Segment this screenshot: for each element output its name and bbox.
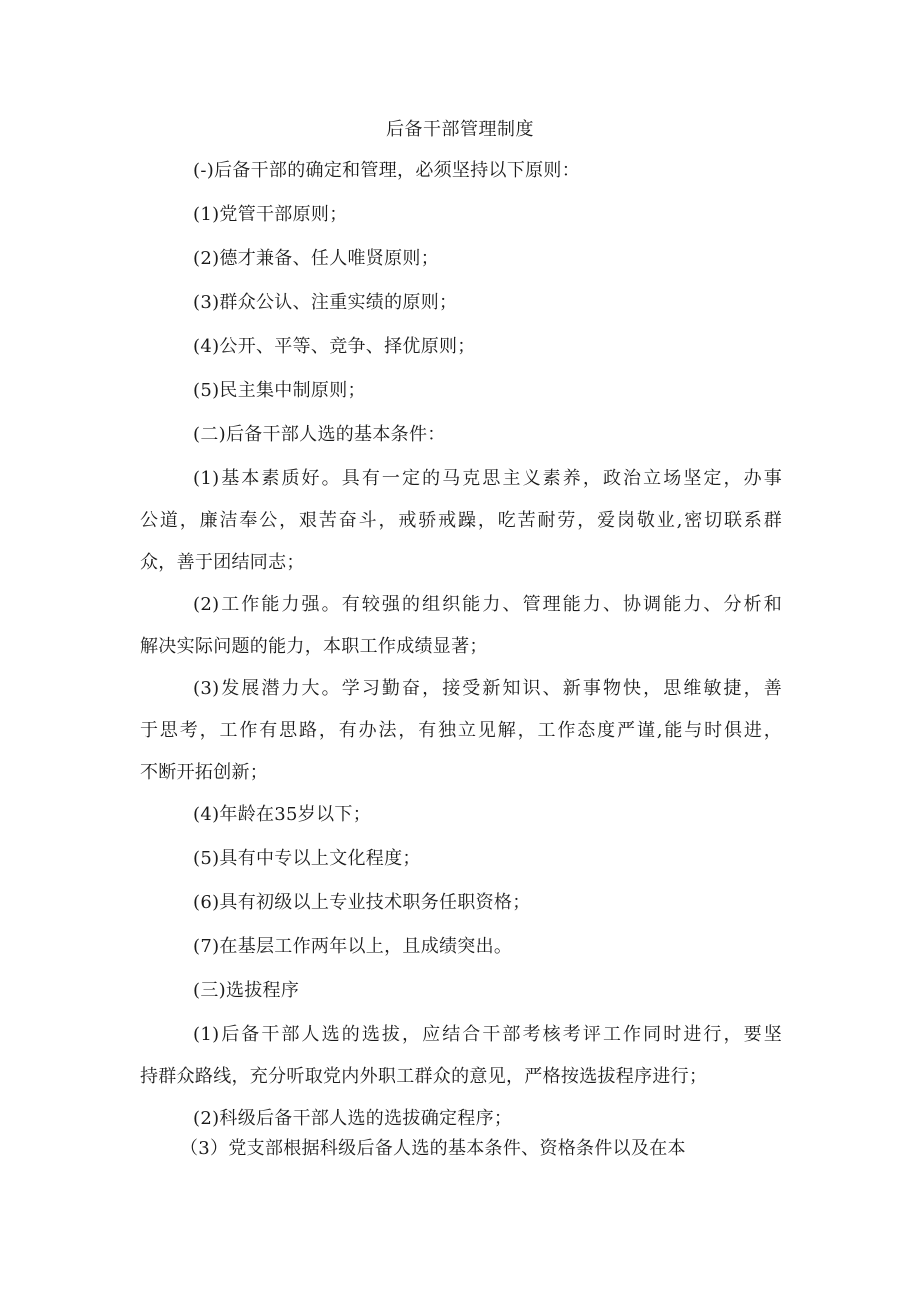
- section-heading-1: (-)后备干部的确定和管理，必须坚持以下原则：: [193, 160, 581, 181]
- paragraph-line: （3）党支部根据科级后备人选的基本条件、资格条件以及在本: [180, 1138, 686, 1159]
- paragraph-line: (2)工作能力强。有较强的组织能力、管理能力、协调能力、分析和: [193, 594, 782, 615]
- paragraph-line: 众，善于团结同志；: [140, 552, 305, 573]
- paragraph-line: 不断开拓创新；: [140, 762, 269, 783]
- list-item: (6)具有初级以上专业技术职务任职资格；: [193, 892, 531, 913]
- list-item: (7)在基层工作两年以上，且成绩突出。: [193, 936, 513, 957]
- list-item: (4)公开、平等、竞争、择优原则；: [193, 336, 476, 357]
- list-item: (2)德才兼备、任人唯贤原则；: [193, 248, 439, 269]
- list-item: (5)民主集中制原则；: [193, 380, 366, 401]
- paragraph-line: 持群众路线，充分听取党内外职工群众的意见，严格按选拔程序进行；: [140, 1066, 708, 1087]
- list-item: (5)具有中专以上文化程度；: [193, 848, 421, 869]
- paragraph-line: (1)基本素质好。具有一定的马克思主义素养，政治立场坚定，办事: [193, 468, 782, 489]
- list-item: (3)群众公认、注重实绩的原则；: [193, 292, 458, 313]
- paragraph-line: (1)后备干部人选的选拔，应结合干部考核考评工作同时进行，要坚: [193, 1024, 782, 1045]
- list-item: (2)科级后备干部人选的选拔确定程序；: [193, 1108, 513, 1129]
- paragraph-line: (3)发展潜力大。学习勤奋，接受新知识、新事物快，思维敏捷，善: [193, 678, 782, 699]
- section-heading-2: (二)后备干部人选的基本条件：: [193, 424, 446, 445]
- list-item: (4)年龄在35岁以下；: [193, 804, 372, 825]
- paragraph-line: 于思考，工作有思路，有办法，有独立见解，工作态度严谨,能与时俱进，: [140, 720, 782, 741]
- section-heading-3: (三)选拔程序: [193, 980, 300, 1001]
- paragraph-line: 公道，廉洁奉公，艰苦奋斗，戒骄戒躁，吃苦耐劳，爱岗敬业,密切联系群: [140, 510, 782, 531]
- list-item: (1)党管干部原则；: [193, 204, 348, 225]
- paragraph-line: 解决实际问题的能力，本职工作成绩显著；: [140, 636, 488, 657]
- document-title: 后备干部管理制度: [386, 119, 534, 140]
